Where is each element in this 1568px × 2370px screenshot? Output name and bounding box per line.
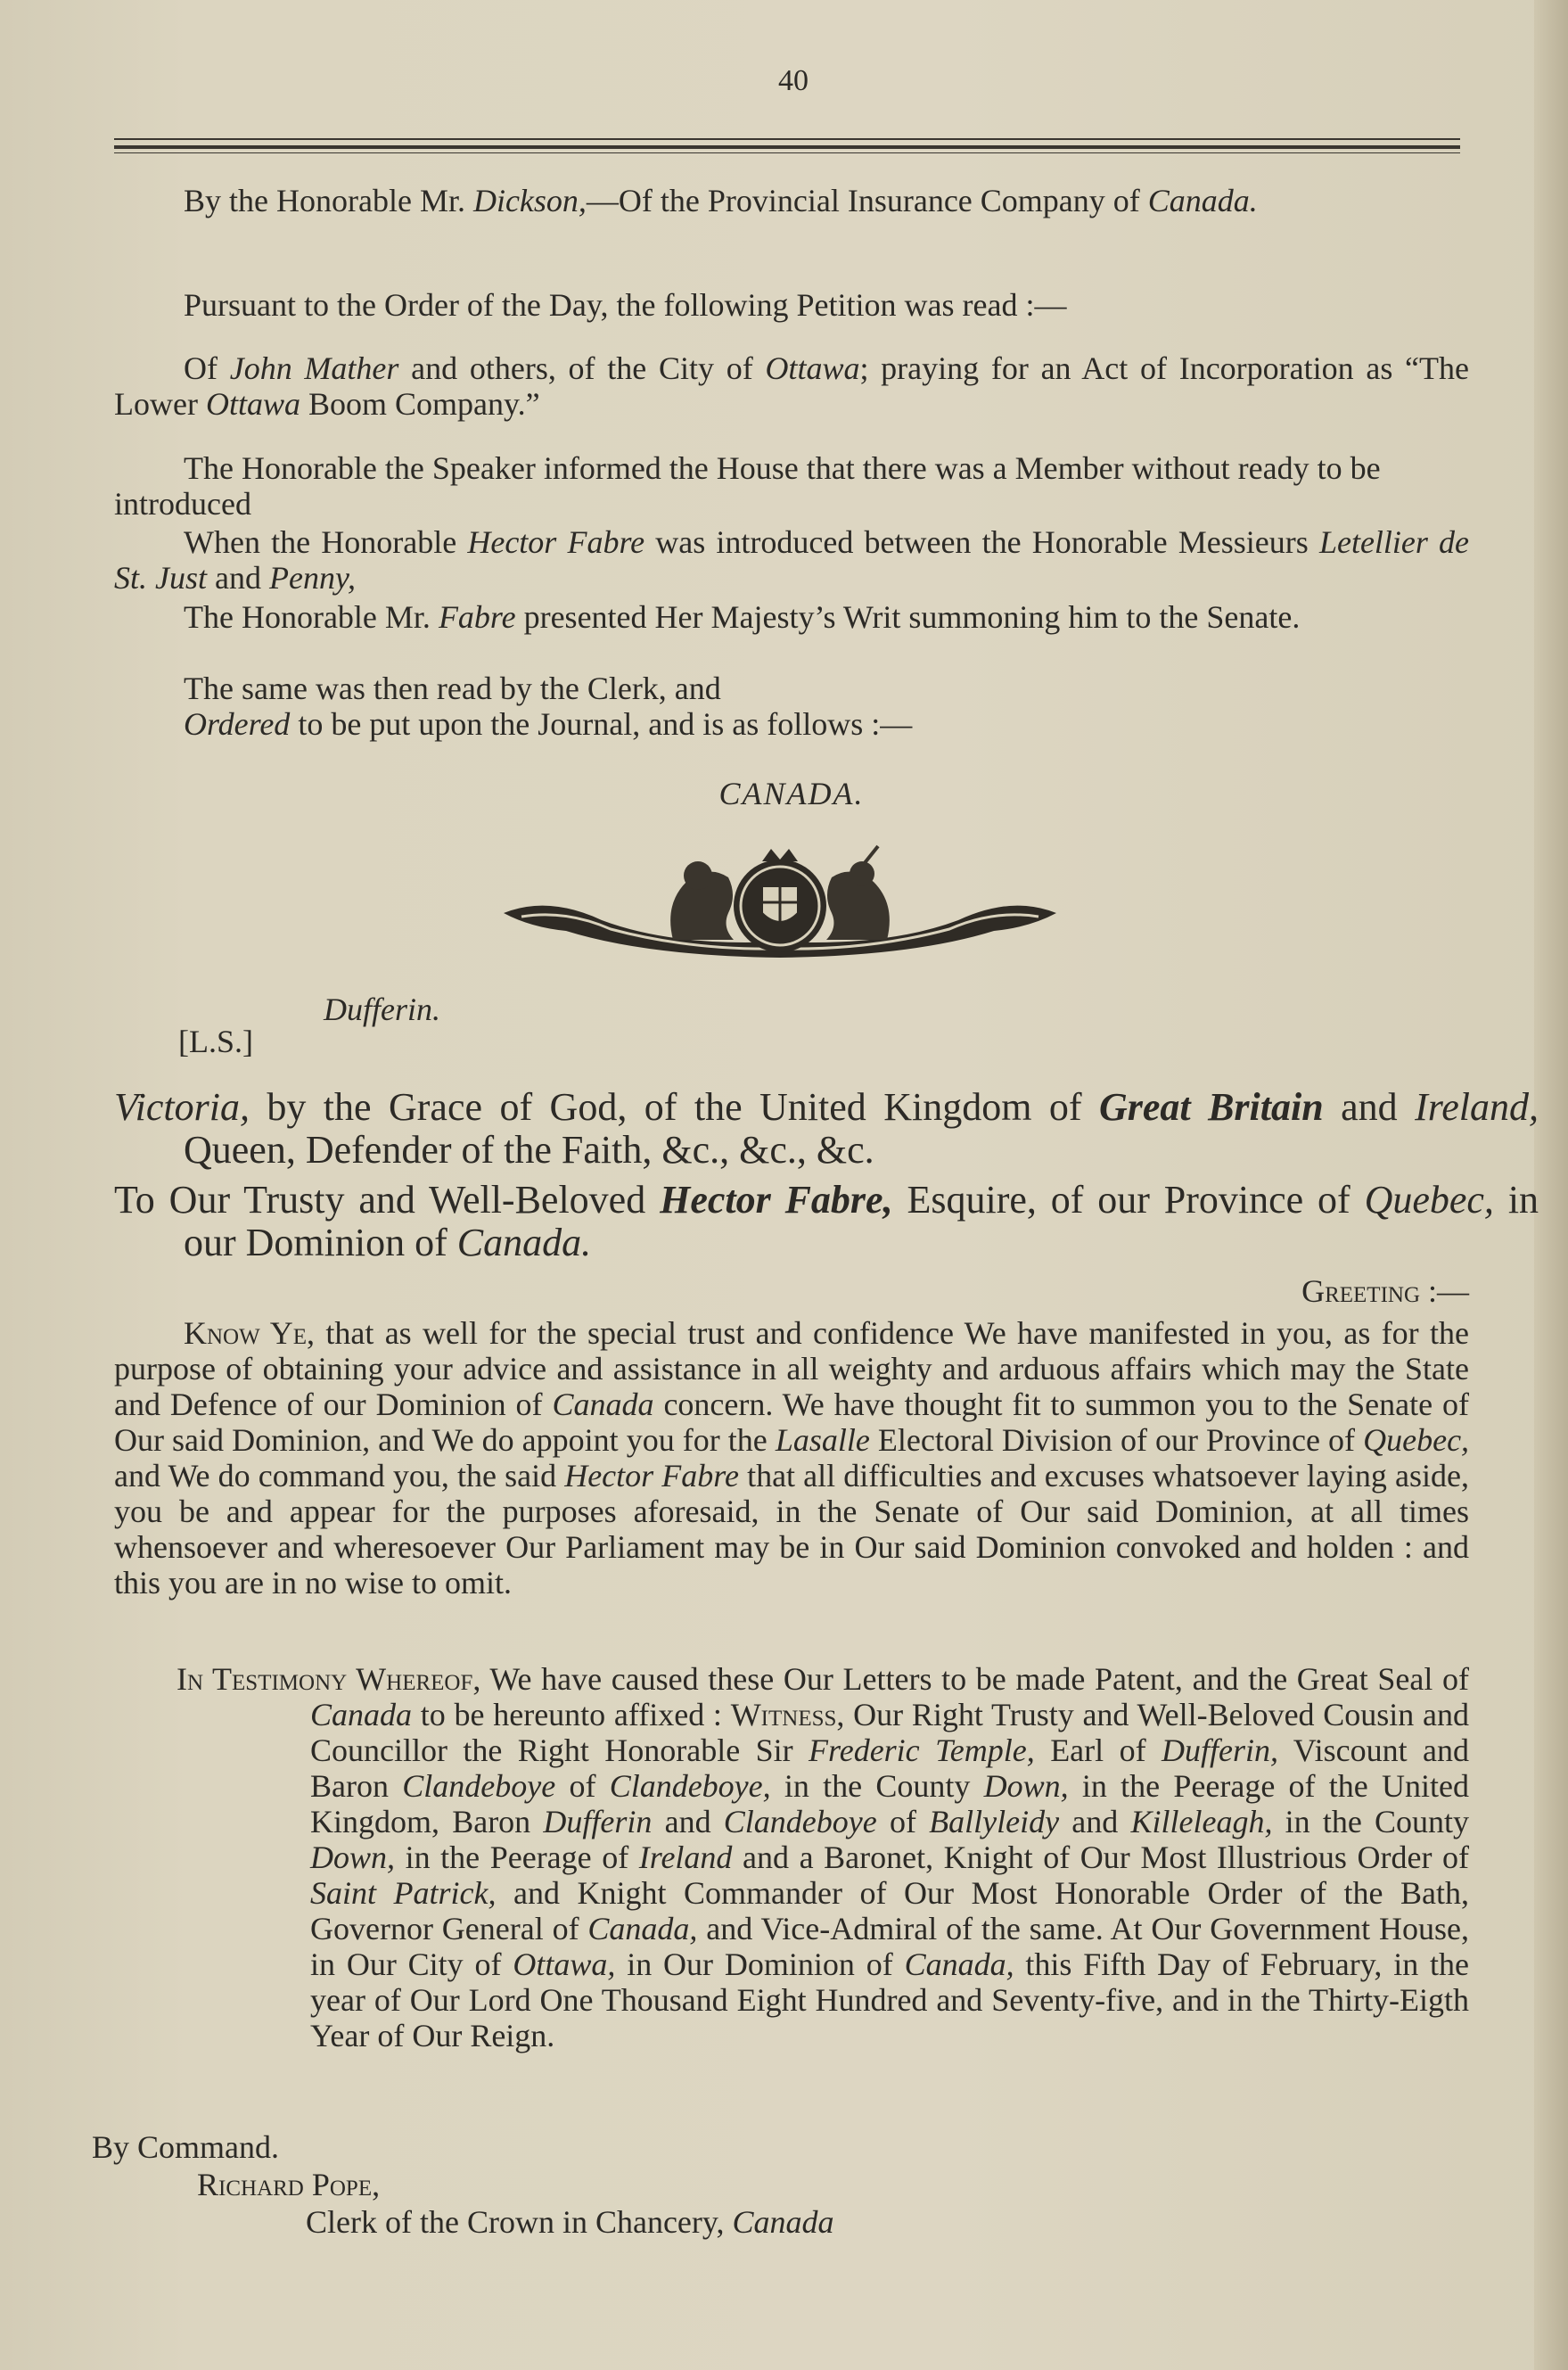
name-penny: Penny, xyxy=(268,560,356,596)
header-rule xyxy=(114,138,1460,140)
text-span: to be hereunto affixed : xyxy=(420,1697,722,1732)
name-victoria: Victoria, xyxy=(114,1085,250,1129)
name-frederic-temple: Frederic Temple, xyxy=(809,1732,1035,1768)
text-span: Our Right Trusty and Well-Beloved Cousin and Councillor the Right Honorable Sir xyxy=(310,1697,1470,1768)
text-span: Viscount and Baron xyxy=(310,1732,1469,1804)
greeting: Greeting :— xyxy=(1301,1273,1469,1309)
name-dufferin: Dufferin, xyxy=(1161,1732,1278,1768)
text-span: Boom Company.” xyxy=(308,386,540,422)
order-saint-patrick: Saint Patrick, xyxy=(310,1875,497,1911)
text-span: concern. We have thought fit to summon you to the Senate of Our said Dominion, and We do appoint you for the xyxy=(114,1387,1469,1458)
text-span: Queen, Defender of the Faith, &c., &c., &c. xyxy=(184,1128,874,1172)
speaker-informed: The Honorable the Speaker informed the House that there was a Member without ready to be introduced xyxy=(114,450,1381,522)
ordered-word: Ordered xyxy=(184,706,291,742)
text-span: Electoral Division of our Province of xyxy=(877,1422,1356,1458)
petition-mather xyxy=(114,350,1469,422)
text-span: that all difficulties and excuses whatsoever laying aside, you be and appear for the purposes aforesaid, in the Senate of Our said Dominion, at all times whensoever and wheresoever Our Parliament may be in Our said Dominion convoked and holden : and this you are in no wise to omit. xyxy=(114,1458,1470,1601)
place-clandeboye: Clandeboye xyxy=(402,1768,556,1804)
place-canada: Canada xyxy=(552,1387,654,1422)
place-ottawa: Ottawa xyxy=(205,386,300,422)
text-span: in the Peerage of xyxy=(405,1839,629,1875)
text-span: that as well for the special trust and confidence We have manifested in you, as for the purpose of obtaining your advice and assistance in all weighty and arduous affairs which may the State and Defence of our Dominion of xyxy=(114,1315,1470,1422)
read-by-clerk: The same was then read by the Clerk, and xyxy=(184,671,721,706)
text-span: Esquire, of our Province of xyxy=(907,1178,1350,1222)
text-span: The Honorable Mr. xyxy=(184,599,431,635)
name-fabre: Fabre xyxy=(438,599,516,635)
header-rule-thick xyxy=(114,145,1460,149)
name-fabre: Hector Fabre xyxy=(564,1458,739,1494)
text-span: Clerk of the Crown in Chancery, xyxy=(306,2204,725,2240)
place-ottawa: Ottawa xyxy=(765,350,860,386)
text-span: and a Baronet, Knight of Our Most Illustrious Order of xyxy=(743,1839,1470,1875)
name-dickson: Dickson, xyxy=(472,183,587,218)
header-rule-thin xyxy=(114,152,1460,153)
place-quebec: Quebec, xyxy=(1364,1178,1494,1222)
text-span: and Knight Commander of Our Most Honorable Order of the Bath, Governor General of xyxy=(310,1875,1470,1946)
place-ireland: Ireland, xyxy=(1415,1085,1539,1129)
by-command: By Command. xyxy=(92,2129,280,2165)
text-span: of xyxy=(889,1804,916,1839)
ls-mark: [L.S.] xyxy=(178,1024,253,1059)
place-down: Down, xyxy=(310,1839,396,1875)
text-span: and xyxy=(1341,1085,1398,1129)
place-down: Down, xyxy=(983,1768,1069,1804)
motion-dickson xyxy=(114,183,1469,218)
testimony-paragraph xyxy=(114,1661,1469,2053)
page-spine-shadow xyxy=(1534,0,1568,2370)
place-killeleagh: Killeleagh, xyxy=(1130,1804,1273,1839)
place-ballyleidy: Ballyleidy xyxy=(929,1804,1060,1839)
victoria-title xyxy=(114,1086,1539,1172)
text-span: of xyxy=(569,1768,596,1804)
text-span: this Fifth Day of February, in the year of Our Lord One Thousand Eight Hundred and Seventy-five, and in the Thirty-Eigth Year of Our Reign. xyxy=(310,1946,1470,2053)
text-span: presented Her Majesty’s Writ summoning him to the Senate. xyxy=(523,599,1301,635)
ordered-line xyxy=(114,706,1469,742)
text-span: Of xyxy=(184,350,218,386)
text-span: and We do command you, the said xyxy=(114,1458,557,1494)
place-great-britain: Great Britain xyxy=(1098,1085,1324,1129)
name-dufferin: Dufferin xyxy=(543,1804,653,1839)
text-span: and xyxy=(1071,1804,1119,1839)
pursuant-line: Pursuant to the Order of the Day, the following Petition was read :— xyxy=(184,287,1067,323)
canada-heading: CANADA. xyxy=(718,776,865,811)
text-span: in the Peerage of the United Kingdom, Baron xyxy=(310,1768,1470,1839)
name-mather: John Mather xyxy=(229,350,399,386)
place-canada: Canada xyxy=(310,1697,413,1732)
royal-coat-of-arms xyxy=(495,842,1065,975)
place-clandeboye: Clandeboye xyxy=(723,1804,877,1839)
text-span: in our Dominion of xyxy=(184,1178,1539,1264)
richard-pope: Richard Pope, xyxy=(197,2167,381,2202)
name-fabre: Hector Fabre xyxy=(467,524,645,560)
to-trusty xyxy=(114,1179,1539,1264)
writ-presented xyxy=(114,599,1469,635)
place-clandeboye: Clandeboye, xyxy=(609,1768,771,1804)
name-fabre: Hector Fabre, xyxy=(660,1178,893,1222)
text-span: in the County xyxy=(784,1768,971,1804)
member-introduced xyxy=(114,524,1469,596)
place-lasalle: Lasalle xyxy=(775,1422,870,1458)
place-canada: Canada xyxy=(732,2204,834,2240)
place-canada: Canada, xyxy=(904,1946,1014,1982)
text-span: When the Honorable xyxy=(184,524,457,560)
text-span: By the Honorable Mr. xyxy=(184,183,465,218)
testimony-lead: In Testimony Whereof, xyxy=(177,1661,481,1697)
text-span: We have caused these Our Letters to be made Patent, and the Great Seal of xyxy=(489,1661,1469,1697)
witness-word: Witness, xyxy=(730,1697,845,1732)
clerk-line xyxy=(306,2204,1375,2240)
know-ye-paragraph xyxy=(114,1315,1469,1601)
text-span: and xyxy=(215,560,261,596)
text-span: Earl of xyxy=(1050,1732,1146,1768)
place-ireland: Ireland xyxy=(638,1839,733,1875)
know-ye-lead: Know Ye, xyxy=(184,1315,315,1351)
text-span: by the Grace of God, of the United Kingdom of xyxy=(267,1085,1082,1129)
place-quebec: Quebec, xyxy=(1363,1422,1470,1458)
place-ottawa: Ottawa, xyxy=(513,1946,616,1982)
place-canada: Canada. xyxy=(456,1221,592,1264)
text-span: ; praying for an Act of Incorporation as “The Lower xyxy=(114,350,1470,422)
text-span: and Vice-Admiral of the same. At Our Government House, in Our City of xyxy=(310,1911,1470,1982)
dufferin-signature: Dufferin. xyxy=(324,992,440,1027)
text-span: in the County xyxy=(1285,1804,1470,1839)
name-letellier: Letellier de St. Just xyxy=(114,524,1470,596)
page-number: 40 xyxy=(778,64,809,97)
text-span: in Our Dominion of xyxy=(627,1946,893,1982)
place-canada: Canada, xyxy=(587,1911,698,1946)
coat-of-arms-icon xyxy=(495,842,1065,975)
text-span: and others, of the City of xyxy=(411,350,753,386)
text-span: to be put upon the Journal, and is as follows :— xyxy=(298,706,913,742)
text-span: —Of the Provincial Insurance Company of xyxy=(586,183,1140,218)
text-span: was introduced between the Honorable Messieurs xyxy=(655,524,1309,560)
place-canada: Canada. xyxy=(1147,183,1258,218)
text-span: and xyxy=(664,1804,711,1839)
text-span: To Our Trusty and Well-Beloved xyxy=(114,1178,646,1222)
